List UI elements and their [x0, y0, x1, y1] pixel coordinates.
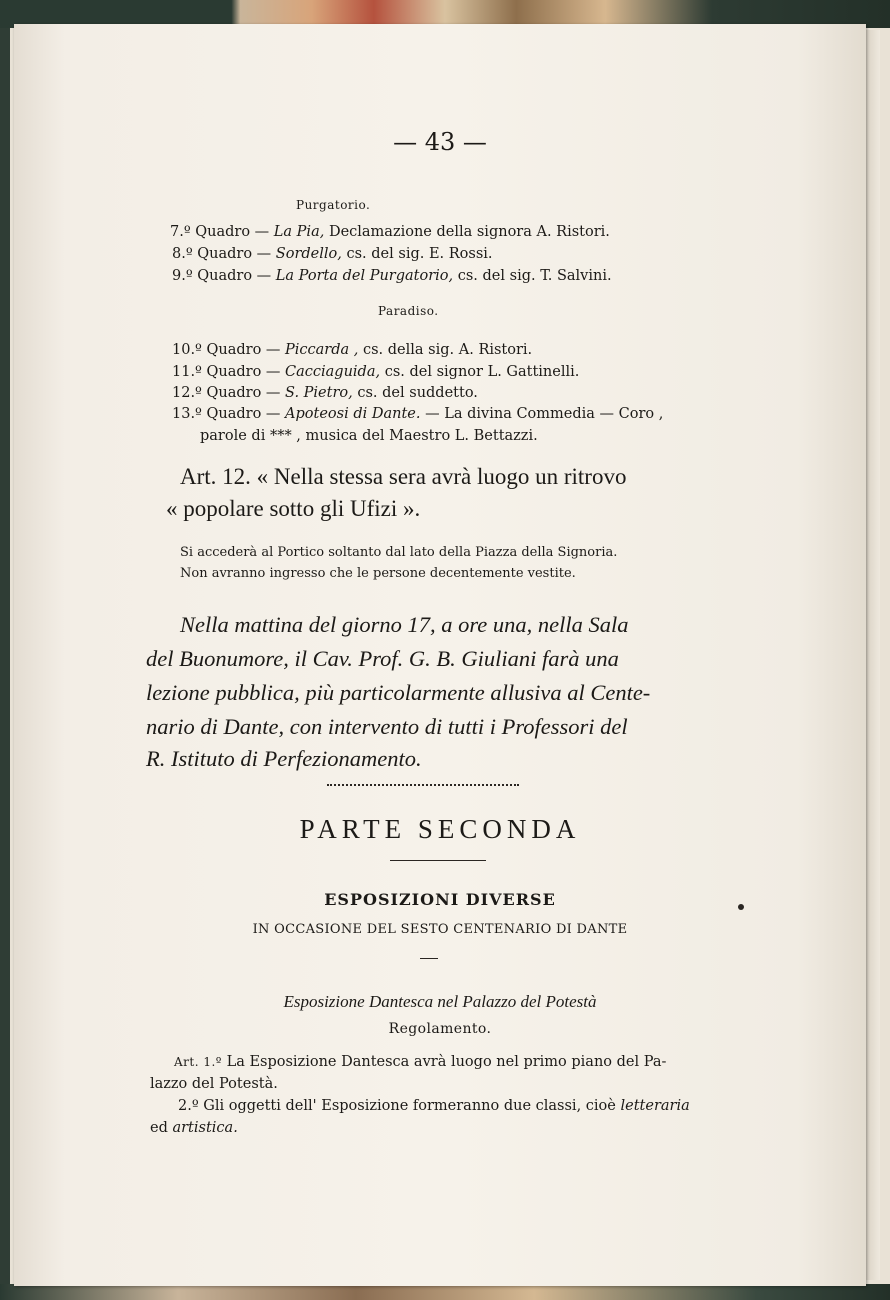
quadro-detail: cs. della sig. A. Ristori. — [363, 342, 533, 358]
esposizioni-title: ESPOSIZIONI DIVERSE — [324, 890, 556, 909]
paradiso-item — [172, 406, 663, 422]
article-text: La Esposizione Dantesca avrà luogo nel primo piano del Pa- — [226, 1054, 667, 1070]
quadro-title: La Porta del Purgatorio, — [275, 268, 454, 284]
article-label: Art. 1.º — [174, 1055, 222, 1069]
art12-line2: « popolare sotto gli Ufizi ». — [166, 496, 421, 521]
quadro-title: Apoteosi di Dante. — [285, 406, 421, 422]
quadro-detail: Declamazione della signora A. Ristori. — [328, 224, 610, 240]
article-2 — [178, 1098, 690, 1114]
ink-dot — [738, 904, 744, 910]
ornamental-divider — [327, 778, 519, 786]
lecture-line: R. Istituto di Perfezionamento. — [146, 746, 422, 771]
quadro-number: 7.º Quadro — — [170, 224, 270, 240]
quadro-title: La Pia, — [273, 224, 325, 240]
exposition-subtitle: Esposizione Dantesca nel Palazzo del Potestà — [283, 992, 597, 1011]
quadro-number: 13.º Quadro — — [172, 406, 281, 422]
lecture-line: Nella mattina del giorno 17, a ore una, nella Sala — [180, 612, 629, 637]
quadro-number: 12.º Quadro — — [172, 385, 281, 401]
article-emphasis: letteraria — [620, 1098, 690, 1114]
paradiso-heading: Paradiso. — [378, 304, 439, 318]
quadro-detail: cs. del sig. E. Rossi. — [346, 246, 493, 262]
paradiso-item — [172, 364, 579, 380]
quadro-detail: — La divina Commedia — Coro , — [425, 406, 664, 422]
quadro-title: Cacciaguida, — [285, 364, 381, 380]
article-2-cont — [150, 1120, 238, 1136]
paradiso-item — [172, 385, 478, 401]
occasion-subtitle: IN OCCASIONE DEL SESTO CENTENARIO DI DANTE — [252, 922, 628, 937]
quadro-number: 10.º Quadro — — [172, 342, 281, 358]
quadro-detail: cs. del signor L. Gattinelli. — [384, 364, 580, 380]
quadro-detail: cs. del suddetto. — [357, 385, 478, 401]
divider-rule — [390, 860, 486, 861]
article-1-cont: lazzo del Potestà. — [150, 1076, 278, 1092]
marbled-cover-bottom — [0, 1284, 890, 1300]
article-emphasis: artistica. — [172, 1120, 238, 1136]
quadro-title: S. Pietro, — [285, 385, 353, 401]
paradiso-item — [172, 342, 532, 358]
lecture-line: nario di Dante, con intervento di tutti i Professori del — [146, 714, 628, 739]
regolamento-heading: Regolamento. — [388, 1021, 492, 1037]
quadro-detail: cs. del sig. T. Salvini. — [457, 268, 612, 284]
quadro-number: 8.º Quadro — — [172, 246, 272, 262]
article-1 — [174, 1054, 666, 1070]
page-edge — [866, 30, 880, 1280]
quadro-title: Piccarda , — [285, 342, 359, 358]
quadro-number: 11.º Quadro — — [172, 364, 281, 380]
quadro-title: Sordello, — [275, 246, 342, 262]
paradiso-continuation: parole di *** , musica del Maestro L. Bettazzi. — [200, 428, 538, 444]
purgatorio-item — [172, 246, 493, 262]
purgatorio-item — [170, 224, 610, 240]
page-number: — 43 — — [393, 128, 487, 156]
book-page — [14, 24, 866, 1286]
short-dash — [420, 958, 438, 959]
notice-line2: Non avranno ingresso che le persone decentemente vestite. — [180, 566, 576, 581]
art12-line1: Art. 12. « Nella stessa sera avrà luogo un ritrovo — [180, 464, 627, 489]
purgatorio-item — [172, 268, 612, 284]
lecture-line: lezione pubblica, più particolarmente allusiva al Cente- — [146, 680, 651, 705]
purgatorio-heading: Purgatorio. — [296, 198, 371, 212]
notice-line1: Si accederà al Portico soltanto dal lato della Piazza della Signoria. — [180, 545, 618, 560]
book-spine — [0, 0, 10, 1300]
article-text: ed — [150, 1120, 168, 1136]
lecture-line: del Buonumore, il Cav. Prof. G. B. Giuliani farà una — [146, 646, 619, 671]
part-title: PARTE SECONDA — [299, 814, 581, 844]
article-text: 2.º Gli oggetti dell' Esposizione formeranno due classi, cioè — [178, 1098, 616, 1114]
quadro-number: 9.º Quadro — — [172, 268, 272, 284]
